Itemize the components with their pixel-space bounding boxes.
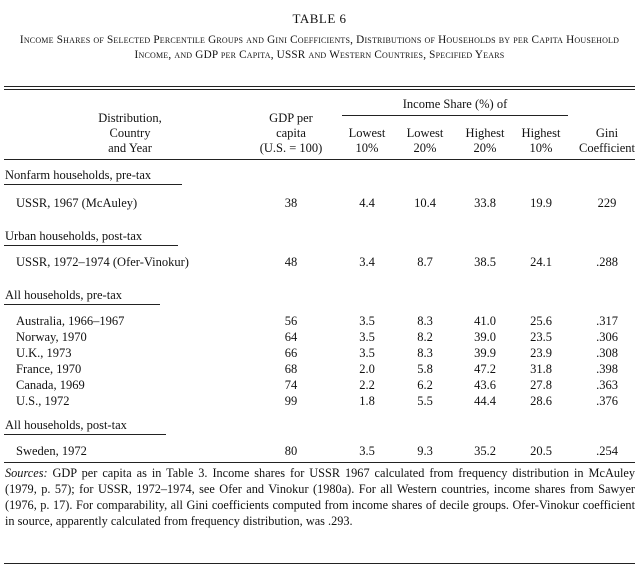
sources-text: GDP per capita as in Table 3. Income shares for USSR 1967 calculated from frequency distribution in McAuley (1979, p. 57); for USSR, 1972–1974, see Ofer and Vinokur (1980a). For all Western countries, income shares from Sawyer (1976, p. 17). For comparability, all Gini coefficients computed from income shares of decile groups. Ofer-Vinokur coefficient in source, apparently calculated from frequency distribution, was .293. bbox=[5, 466, 635, 528]
table-bottom-rule bbox=[4, 462, 635, 463]
table-label: TABLE 6 bbox=[292, 11, 347, 26]
header-highest10: Highest 10% bbox=[521, 126, 561, 155]
header-lowest20: Lowest 20% bbox=[406, 126, 444, 155]
group-underline bbox=[4, 245, 178, 246]
table-row: USSR, 1967 (McAuley) 38 4.4 10.4 33.8 19.9 229 bbox=[16, 196, 617, 210]
group-title-nonfarm: Nonfarm households, pre-tax bbox=[5, 168, 152, 182]
table-row: France, 1970 68 2.0 5.8 47.2 31.8 .398 bbox=[16, 362, 618, 376]
header-distribution: Distribution, Country and Year bbox=[98, 111, 162, 155]
sources-label: Sources: bbox=[5, 466, 48, 480]
header-lowest10: Lowest 10% bbox=[348, 126, 386, 155]
group-underline bbox=[4, 434, 166, 435]
top-rule bbox=[4, 86, 635, 87]
table-row: USSR, 1972–1974 (Ofer-Vinokur) 48 3.4 8.7 38.5 24.1 .288 bbox=[16, 255, 618, 269]
table-row: U.S., 1972 99 1.8 5.5 44.4 28.6 .376 bbox=[16, 394, 618, 408]
income-share-rule bbox=[342, 115, 568, 116]
group-underline bbox=[4, 184, 182, 185]
header-highest20: Highest 20% bbox=[465, 126, 505, 155]
table-row: Australia, 1966–1967 56 3.5 8.3 41.0 25.6 .317 bbox=[16, 314, 618, 328]
group-title-urban: Urban households, post-tax bbox=[5, 229, 143, 243]
group-title-all-posttax: All households, post-tax bbox=[5, 418, 127, 432]
table-caption: Income Shares of Selected Percentile Groups and Gini Coefficients, Distributions of Households by per Capita Household Income, and GDP per Capita, USSR and Western Countries, Specified Years bbox=[19, 34, 620, 61]
table-row: Norway, 1970 64 3.5 8.2 39.0 23.5 .306 bbox=[16, 330, 618, 344]
header-bottom-rule bbox=[4, 159, 635, 160]
header-income-share: Income Share (%) of bbox=[402, 97, 508, 111]
top-rule-2 bbox=[4, 89, 635, 90]
table-row: Canada, 1969 74 2.2 6.2 43.6 27.8 .363 bbox=[16, 378, 618, 392]
footer-rule bbox=[4, 563, 635, 564]
table-row: U.K., 1973 66 3.5 8.3 39.9 23.9 .308 bbox=[16, 346, 618, 360]
group-underline bbox=[4, 304, 160, 305]
group-title-all-pretax: All households, pre-tax bbox=[5, 288, 122, 302]
sources-footnote bbox=[5, 465, 635, 529]
header-gini: Gini Coefficient bbox=[579, 126, 635, 155]
table-row: Sweden, 1972 80 3.5 9.3 35.2 20.5 .254 bbox=[16, 444, 618, 458]
header-gdp: GDP per capita (U.S. = 100) bbox=[259, 111, 323, 155]
